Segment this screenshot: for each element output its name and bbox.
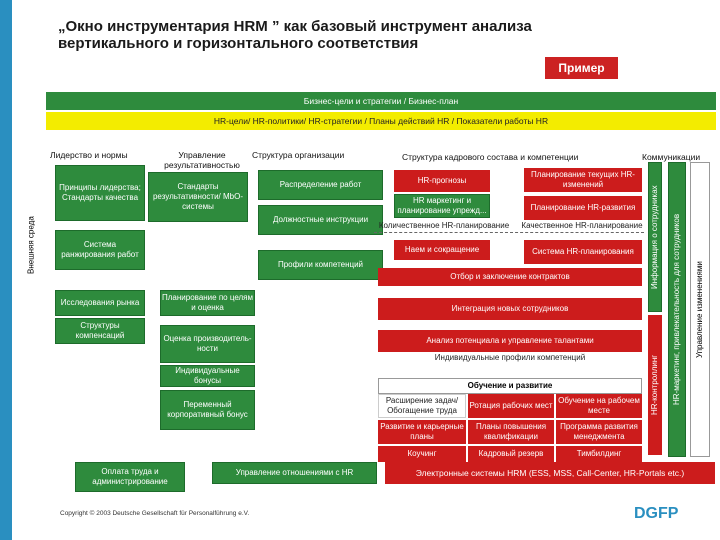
- column-performance: Управление результативностью: [164, 150, 240, 170]
- hr-goals-bar: HR-цели/ HR-политики/ HR-стратегии / Планы действий HR / Показатели работы HR: [46, 112, 716, 130]
- training-cell-3: Обучение на рабочем месте: [556, 394, 642, 418]
- hiring-box: Наем и сокращение: [394, 240, 490, 260]
- distribution-box: Распределение работ: [258, 170, 383, 200]
- profiles-label: Индивидуальные профили компетенций: [434, 353, 586, 362]
- training-cell-6: Программа развития менеджмента: [556, 420, 642, 444]
- bonus-var-box: Переменный корпоративный бонус: [160, 390, 255, 430]
- training-cell-7: Коучинг: [378, 446, 466, 462]
- controlling-bar: HR-контроллинг: [648, 315, 662, 455]
- integration-box: Интеграция новых сотрудников: [378, 298, 642, 320]
- copyright: Copyright © 2003 Deutsche Gesellschaft für Personalführung e.V.: [60, 510, 250, 517]
- page-title: „Окно инструментария HRM ” как базовый инструмент анализа вертикального и горизонтального соответствия: [58, 18, 532, 52]
- instructions-box: Должностные инструкции: [258, 205, 383, 235]
- marketing-bar: HR-маркетинг, привлекательность для сотрудников: [668, 162, 686, 457]
- marketing-plan-box: HR маркетинг и планирование упрежд...: [394, 194, 490, 218]
- example-badge: Пример: [545, 57, 618, 79]
- goals-box: Планирование по целям и оценка: [160, 290, 255, 316]
- pay-box: Оплата труда и администрирование: [75, 462, 185, 492]
- profiles-box: Профили компетенций: [258, 250, 383, 280]
- quant-label: Количественное HR-планирование: [378, 221, 510, 230]
- assess-box: Оценка производитель-ности: [160, 325, 255, 363]
- training-header: Обучение и развитие: [378, 378, 642, 394]
- column-comm: Коммуникации: [642, 152, 701, 162]
- training-cell-5: Планы повышения квалификации: [468, 420, 554, 444]
- forecast-box: HR-прогнозы: [394, 170, 490, 192]
- comp-box: Структуры компенсаций: [55, 318, 145, 344]
- current-plan-box: Планирование текущих HR-изменений: [524, 168, 642, 192]
- dgfp-logo: DGFP: [634, 505, 679, 522]
- column-leadership: Лидерство и нормы: [50, 150, 128, 160]
- principles-box: Принципы лидерства; Стандарты качества: [55, 165, 145, 221]
- training-cell-1: Расширение задач/ Обогащение труда: [378, 394, 466, 418]
- business-bar: Бизнес-цели и стратегии / Бизнес-план: [46, 92, 716, 110]
- dev-plan-box: Планирование HR-развития: [524, 196, 642, 220]
- column-org: Структура организации: [252, 150, 345, 160]
- talent-box: Анализ потенциала и управление талантами: [378, 330, 642, 352]
- training-cell-8: Кадровый резерв: [468, 446, 554, 462]
- training-cell-2: Ротация рабочих мест: [468, 394, 554, 418]
- external-env-label: Внешняя среда: [26, 216, 36, 274]
- column-staff: Структура кадрового состава и компетенции: [402, 152, 579, 162]
- market-box: Исследования рынка: [55, 290, 145, 316]
- training-cell-4: Развитие и карьерные планы: [378, 420, 466, 444]
- relations-box: Управление отношениями с HR: [212, 462, 377, 484]
- qual-label: Качественное HR-планирование: [521, 221, 643, 230]
- info-bar: Информация о сотрудниках: [648, 162, 662, 312]
- bonus-ind-box: Индивидуальные бонусы: [160, 365, 255, 387]
- plan-sys-box: Система HR-планирования: [524, 240, 642, 264]
- grading-box: Система ранжирования работ: [55, 230, 145, 270]
- hrm-systems-box: Электронные системы HRM (ESS, MSS, Call-Center, HR-Portals etc.): [385, 462, 715, 484]
- training-cell-9: Тимбилдинг: [556, 446, 642, 462]
- standards-box: Стандарты результативности/ MbO-системы: [148, 172, 248, 222]
- change-bar: Управление изменениями: [690, 162, 710, 457]
- planning-divider: [374, 232, 644, 233]
- left-accent-strip: [0, 0, 12, 540]
- selection-box: Отбор и заключение контрактов: [378, 268, 642, 286]
